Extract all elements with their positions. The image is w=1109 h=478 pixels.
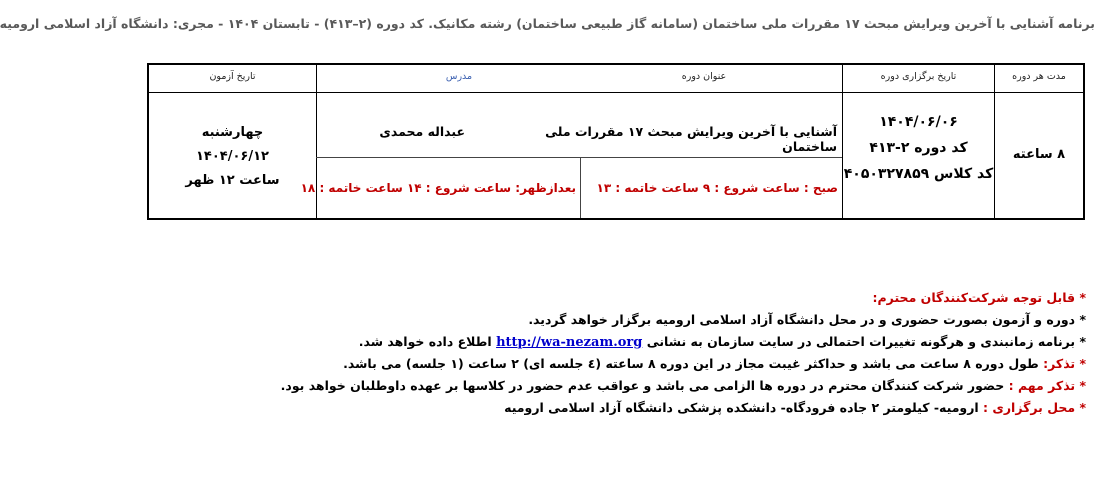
divider bbox=[149, 92, 1083, 93]
header-duration: مدت هر دوره bbox=[1012, 71, 1066, 82]
afternoon-label: بعدازظهر: bbox=[515, 181, 576, 195]
afternoon-session bbox=[300, 181, 576, 195]
note-line-2-text: * برنامه زمانبندی و هرگونه تغییرات احتمالی در سایت سازمان به نشانی bbox=[642, 334, 1086, 349]
header-course-title: عنوان دوره bbox=[681, 71, 727, 82]
note-line-4 bbox=[146, 375, 1086, 397]
header-exam-date: تاریخ آزمون bbox=[209, 71, 256, 82]
note-line-3-label: * تذکر: bbox=[1038, 356, 1086, 371]
course-name: آشنایی با آخرین ویرایش مبحث ۱۷ مقررات ملی ساختمان bbox=[545, 124, 837, 154]
note-line-4-label: * تذکر مهم : bbox=[1004, 378, 1086, 393]
divider bbox=[580, 157, 581, 218]
course-code: کد دوره ۲-۴۱۳ bbox=[869, 140, 968, 156]
note-line-5 bbox=[146, 397, 1086, 419]
exam-day: چهارشنبه bbox=[201, 125, 264, 140]
date-value: ۱۴۰۴/۰۶/۰۶ bbox=[879, 114, 958, 130]
header-instructor: مدرس bbox=[445, 71, 473, 82]
divider bbox=[316, 157, 842, 158]
page-title: برنامه آشنایی با آخرین ویرایش مبحث ۱۷ مقررات ملی ساختمان (سامانه گاز طبیعی ساختمان) رشته مکانیک. کد دوره (۲–۴۱۳) - تابستان ۱۴۰۴ - مجری: دانشگاه آزاد اسلامی ارومیه bbox=[0, 16, 1095, 31]
header-date: تاریخ برگزاری دوره bbox=[880, 71, 957, 82]
note-line-4-text: حضور شرکت کنندگان محترم در دوره ها الزامی می باشد و عواقب عدم حضور در کلاسها بر عهده داوطلبان خواهد بود. bbox=[280, 378, 1005, 393]
note-line-2 bbox=[146, 331, 1086, 353]
afternoon-times: ساعت شروع : ۱۴ ساعت خاتمه : ۱۸ bbox=[300, 181, 516, 195]
duration-value: ۸ ساعته bbox=[1012, 147, 1066, 162]
instructor-name: عبداله محمدی bbox=[379, 124, 465, 139]
divider bbox=[316, 65, 317, 218]
notes-heading: * قابل توجه شرکت‌کنندگان محترم: bbox=[872, 290, 1086, 305]
note-line-1: * دوره و آزمون بصورت حضوری و در محل دانشگاه آزاد اسلامی ارومیه برگزار خواهد گردید. bbox=[528, 312, 1086, 327]
note-line-2-tail: اطلاع داده خواهد شد. bbox=[358, 334, 497, 349]
date-block bbox=[843, 109, 994, 187]
divider bbox=[994, 65, 995, 218]
note-line-3-text: طول دوره ۸ ساعت می باشد و حداکثر غیبت مجاز در این دوره ۸ ساعته (٤ جلسه ای) ۲ ساعت (۱ جلسه) می باشد. bbox=[343, 356, 1039, 371]
schedule-table bbox=[147, 63, 1085, 220]
note-line-5-text: ارومیه- کیلومتر ۲ جاده فرودگاه- دانشکده پزشکی دانشگاه آزاد اسلامی ارومیه bbox=[504, 400, 979, 415]
note-line-3 bbox=[146, 353, 1086, 375]
morning-session: صبح : ساعت شروع : ۹ ساعت خاتمه : ۱۳ bbox=[596, 181, 838, 195]
exam-block bbox=[149, 121, 316, 193]
note-line-5-label: * محل برگزاری : bbox=[978, 400, 1086, 415]
class-code: کد کلاس ۴۰۵۰۳۲۷۸۵۹ bbox=[843, 166, 994, 182]
website-link[interactable]: http://wa-nezam.org bbox=[496, 335, 643, 350]
notes-section bbox=[146, 287, 1086, 419]
exam-time: ساعت ۱۲ ظهر bbox=[185, 173, 280, 188]
exam-date: ۱۴۰۴/۰۶/۱۲ bbox=[196, 149, 269, 164]
